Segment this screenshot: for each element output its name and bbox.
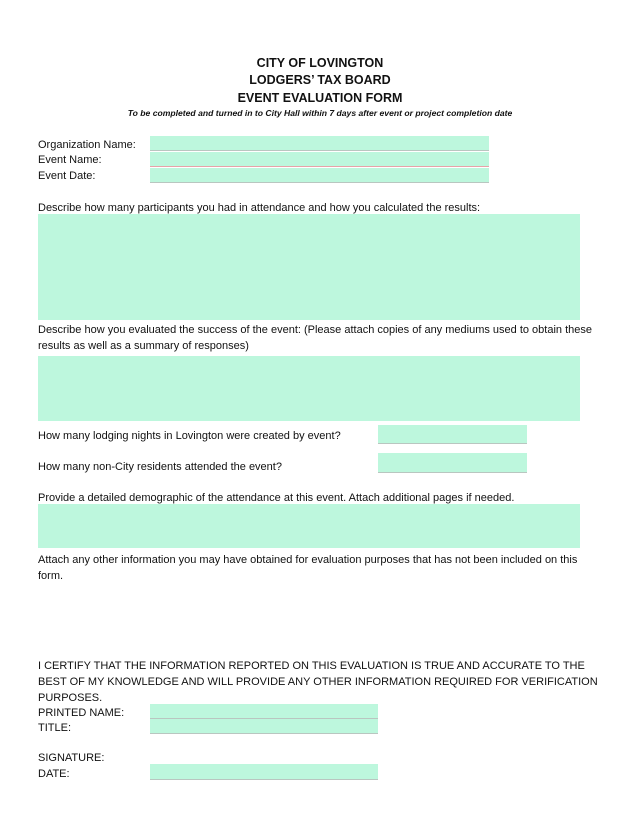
- title-field[interactable]: [150, 719, 378, 734]
- organization-name-field[interactable]: [150, 136, 489, 151]
- other-info-question: Attach any other information you may have obtained for evaluation purposes that has not been included on this form.: [38, 554, 578, 582]
- participants-question: Describe how many participants you had in attendance and how you calculated the results:: [38, 202, 481, 214]
- demographic-question: Provide a detailed demographic of the attendance at this event. Attach additional pages if needed.: [38, 492, 515, 504]
- date-label: DATE:: [38, 768, 70, 780]
- event-name-field[interactable]: [150, 152, 489, 167]
- instructions-text: To be completed and turned in to City Hall within 7 days after event or project completion date: [127, 108, 513, 118]
- non-residents-field[interactable]: [378, 453, 527, 473]
- certification-statement: I CERTIFY THAT THE INFORMATION REPORTED ON THIS EVALUATION IS TRUE AND ACCURATE TO THE BEST OF MY KNOWLEDGE AND WILL PROVIDE ANY OTHER INFORMATION REQUIRED FOR VERIFICATION PURPOSES.: [38, 660, 598, 704]
- demographic-answer-field[interactable]: [38, 504, 580, 548]
- participants-answer-field[interactable]: [38, 214, 580, 320]
- event-date-label: Event Date:: [38, 170, 96, 182]
- success-answer-field[interactable]: [38, 356, 580, 421]
- title-label: TITLE:: [38, 722, 72, 734]
- printed-name-field[interactable]: [150, 704, 378, 719]
- printed-name-label: PRINTED NAME:: [38, 707, 125, 719]
- event-name-label: Event Name:: [38, 154, 102, 166]
- date-field[interactable]: [150, 764, 378, 780]
- lodging-nights-question: How many lodging nights in Lovington were created by event?: [38, 430, 341, 442]
- event-date-field[interactable]: [150, 168, 489, 183]
- city-title: CITY OF LOVINGTON: [256, 56, 384, 70]
- success-question: Describe how you evaluated the success of the event: (Please attach copies of any mediums used to obtain these results as well as a summary of responses): [38, 324, 592, 352]
- organization-name-label: Organization Name:: [38, 139, 136, 151]
- board-title: LODGERS’ TAX BOARD: [249, 73, 391, 87]
- lodging-nights-field[interactable]: [378, 425, 527, 444]
- form-title: EVENT EVALUATION FORM: [237, 91, 403, 105]
- non-residents-question: How many non-City residents attended the event?: [38, 461, 282, 473]
- signature-label: SIGNATURE:: [38, 752, 105, 764]
